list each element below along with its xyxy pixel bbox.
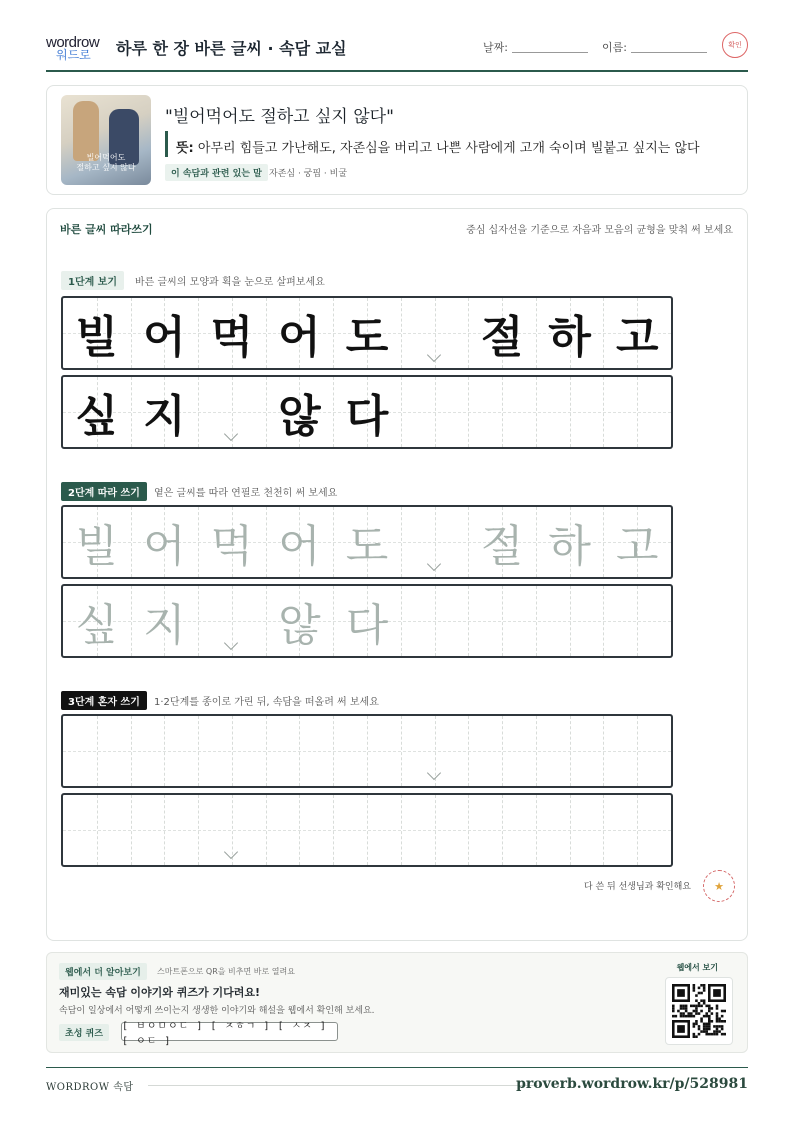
proverb-illustration [61, 95, 151, 185]
proverb-text: "빌어먹어도 절하고 싶지 않다" [165, 107, 394, 127]
trace-glyph: 고 [615, 521, 659, 572]
trace-glyph: 다 [345, 600, 389, 651]
space-marker-icon [222, 431, 242, 441]
quiz-tag: 초성 퀴즈 [59, 1024, 109, 1041]
trace-glyph: 어 [278, 521, 321, 572]
name-label: 이름: [602, 41, 627, 54]
web-description: 속담이 일상에서 어떻게 쓰이는지 생생한 이야기와 해설을 웹에서 확인해 보세요. [59, 1006, 375, 1016]
illustration-figure [73, 101, 99, 161]
step1-desc: 바른 글씨의 모양과 획을 눈으로 살펴보세요 [135, 277, 325, 288]
date-field[interactable] [512, 52, 588, 53]
space-marker-icon [425, 561, 445, 571]
model-glyph: 싶 [75, 391, 119, 442]
logo-korean: 워드로 [56, 48, 91, 62]
practice-note: 중심 십자선을 기준으로 자음과 모음의 균형을 맞춰 써 보세요 [466, 225, 733, 236]
model-glyph: 지 [143, 391, 186, 442]
logo-wordmark: wordrow [46, 34, 100, 51]
step2-row-2[interactable] [61, 584, 673, 658]
step2-tag: 2단계 따라 쓰기 [61, 482, 147, 501]
qr-code-frame[interactable] [665, 977, 733, 1045]
space-marker-icon [425, 770, 445, 780]
space-marker-icon [425, 352, 445, 362]
trace-glyph: 먹 [210, 521, 254, 572]
proverb-intro-card [46, 85, 748, 195]
web-tag: 웹에서 더 알아보기 [59, 963, 147, 980]
footer-divider [148, 1085, 538, 1086]
qr-code-icon[interactable] [672, 984, 726, 1038]
page-footer [46, 1067, 748, 1097]
guide-line-horizontal [63, 830, 671, 831]
step3-row-2[interactable] [61, 793, 673, 867]
trace-glyph: 않 [278, 600, 321, 651]
illustration-caption: 빌어먹어도 절하고 싶지 않다 [76, 153, 136, 172]
step3-row-1[interactable] [61, 714, 673, 788]
web-hint: 스마트폰으로 QR을 비추면 바로 열려요 [157, 967, 295, 976]
guide-line-horizontal [63, 751, 671, 752]
trace-glyph: 하 [548, 521, 591, 572]
trace-glyph: 빌 [75, 521, 119, 572]
model-glyph: 먹 [210, 312, 254, 363]
step1-row-1 [61, 296, 673, 370]
teacher-check-text: 다 쓴 뒤 선생님과 확인해요 [583, 882, 691, 892]
space-marker-icon [222, 640, 242, 650]
date-label: 날짜: [483, 41, 508, 54]
space-marker-icon [222, 849, 242, 859]
trace-glyph: 어 [143, 521, 186, 572]
practice-title: 바른 글씨 따라쓰기 [60, 223, 153, 236]
model-glyph: 어 [143, 312, 186, 363]
step1-tag: 1단계 보기 [61, 271, 124, 290]
model-glyph: 절 [480, 312, 524, 363]
proverb-meaning: 뜻: 아무리 힘들고 가난해도, 자존심을 버리고 나쁜 사람에게 고개 숙이며 빌붙고 싶지는 않다 [176, 141, 700, 156]
trace-glyph: 도 [345, 521, 389, 572]
step2-row-1[interactable] [61, 505, 673, 579]
model-glyph: 빌 [75, 312, 119, 363]
related-words: 자존심 · 궁핍 · 비굴 [269, 169, 348, 179]
page-title: 하루 한 장 바른 글씨 · 속담 교실 [116, 39, 347, 58]
step1-row-2 [61, 375, 673, 449]
star-stamp-icon: ★ [703, 870, 735, 902]
meaning-accent-bar [165, 131, 168, 157]
web-promo-box [46, 952, 748, 1053]
model-glyph: 도 [345, 312, 389, 363]
trace-glyph: 싶 [75, 600, 119, 651]
model-glyph: 하 [548, 312, 591, 363]
step2-desc: 옅은 글씨를 따라 연필로 천천히 써 보세요 [154, 488, 338, 499]
web-headline: 재미있는 속담 이야기와 퀴즈가 기다려요! [59, 986, 260, 999]
footer-url-link[interactable]: proverb.wordrow.kr/p/528981 [516, 1076, 748, 1092]
footer-brand: WORDROW 속담 [46, 1082, 134, 1093]
model-glyph: 않 [278, 391, 321, 442]
trace-glyph: 절 [480, 521, 524, 572]
trace-glyph: 지 [143, 600, 186, 651]
handwriting-practice-card [46, 208, 748, 941]
model-glyph: 고 [615, 312, 659, 363]
model-glyph: 어 [278, 312, 321, 363]
name-field[interactable] [631, 52, 707, 53]
page-header [46, 30, 748, 72]
model-glyph: 다 [345, 391, 389, 442]
wordrow-logo [46, 32, 108, 62]
step3-desc: 1·2단계를 종이로 가린 뒤, 속담을 떠올려 써 보세요 [154, 697, 379, 708]
step3-tag: 3단계 혼자 쓰기 [61, 691, 147, 710]
related-words-tag: 이 속담과 관련 있는 말 [165, 164, 268, 181]
confirm-seal-icon: 확인 [722, 32, 748, 58]
qr-label: 웹에서 보기 [676, 963, 718, 972]
chosung-quiz-box[interactable]: [ ㅂㅇㅁㅇㄷ ] [ ㅈㅎㄱ ] [ ㅅㅈ ] [ ㅇㄷ ] [121, 1022, 338, 1041]
